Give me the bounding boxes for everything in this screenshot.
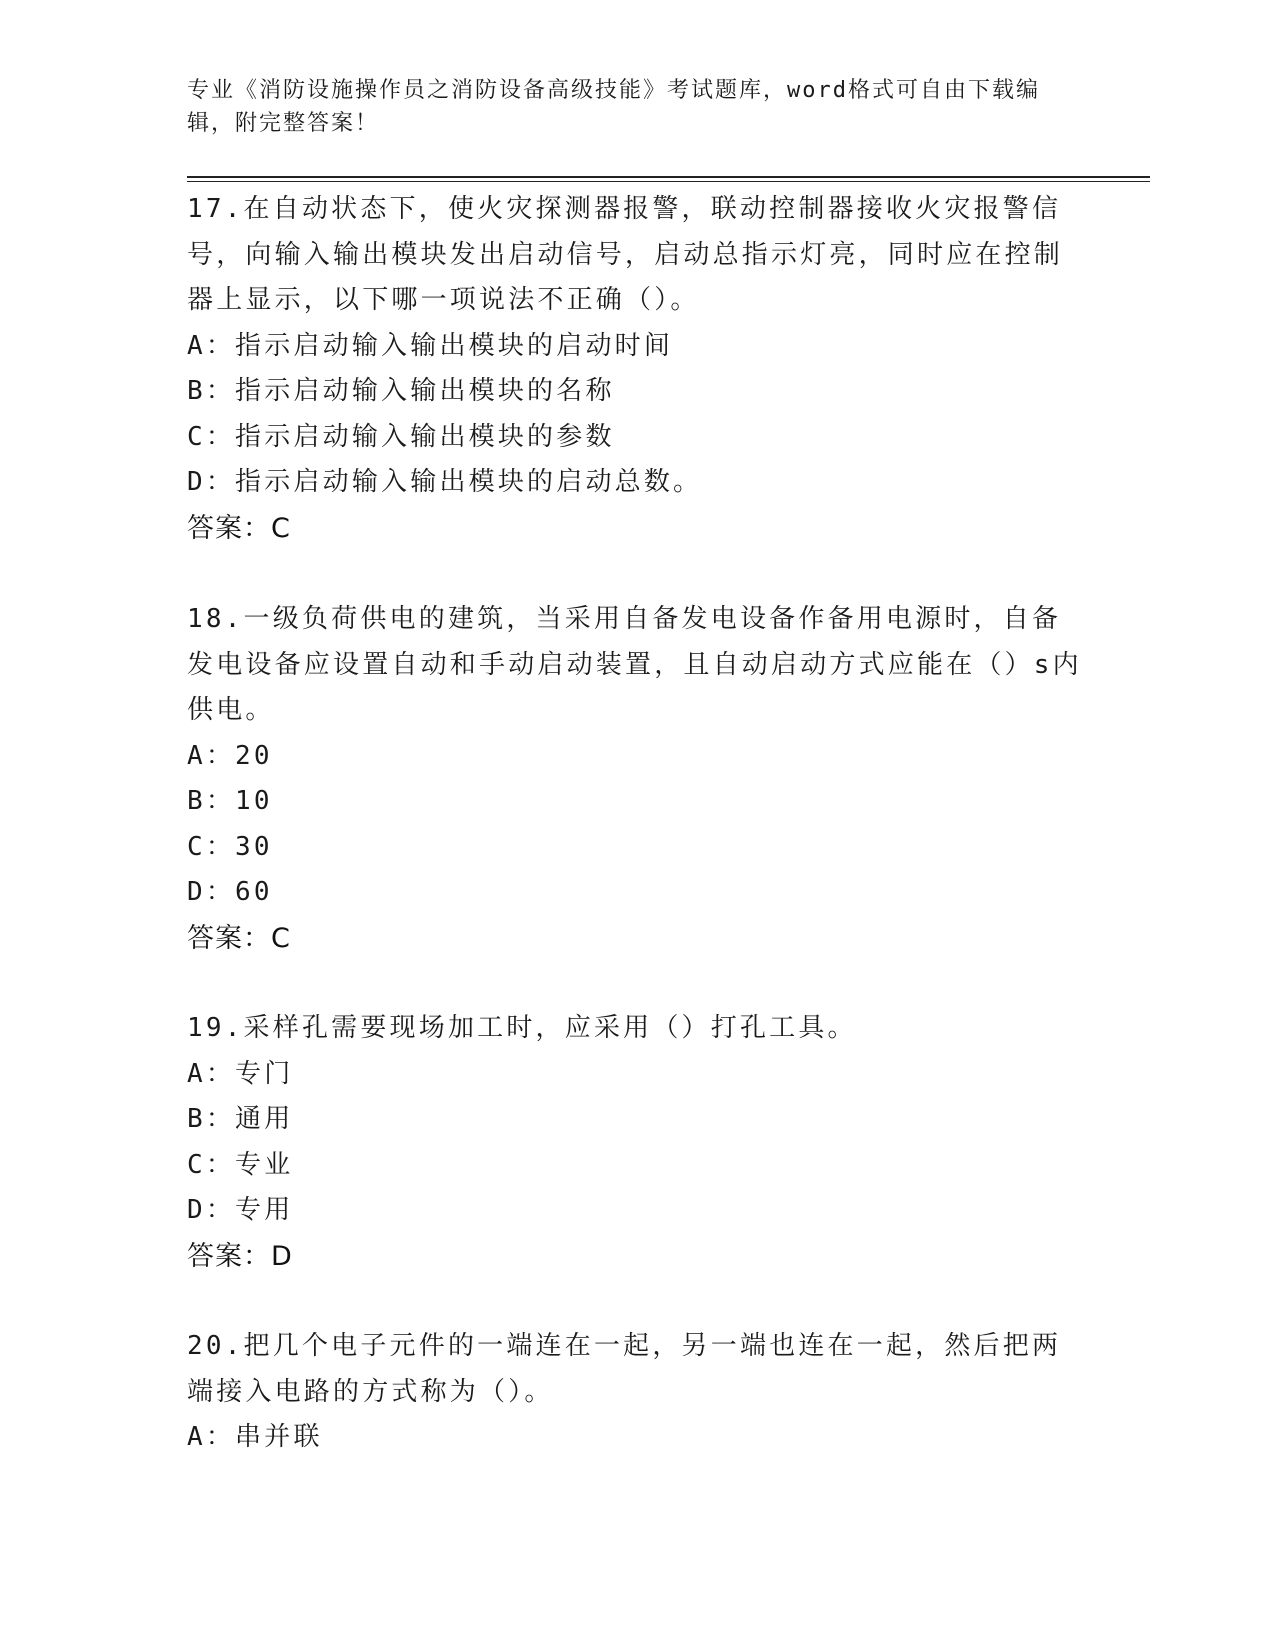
option-c: C：30 [187,831,273,862]
option-a: A：串并联 [187,1422,323,1452]
option-c: C：指示启动输入输出模块的参数 [187,421,615,452]
question-text: 17.在自动状态下，使火灾探测器报警，联动控制器接收火灾报警信号，向输入输出模块发出启动信号，启动总指示灯亮，同时应在控制器上显示，以下哪一项说法不正确（）。 [187,194,1064,315]
header-divider-thin [187,181,1150,182]
option-a: A：专门 [187,1058,294,1089]
answer: 答案：C [187,922,291,954]
option-a: A：指示启动输入输出模块的启动时间 [187,330,674,361]
option-d: D：专用 [187,1195,294,1225]
option-d: D：指示启动输入输出模块的启动总数。 [187,467,703,497]
question-17 [187,187,1087,551]
document-header: 专业《消防设施操作员之消防设备高级技能》考试题库，word格式可自由下载编辑，附完整答案！ [187,78,1040,136]
question-20 [187,1324,1087,1461]
answer: 答案：D [187,1240,293,1272]
question-text: 20.把几个电子元件的一端连在一起，另一端也连在一起，然后把两端接入电路的方式称为（）。 [187,1331,1062,1407]
header-divider-thick [187,176,1150,178]
question-text: 19.采样孔需要现场加工时，应采用（）打孔工具。 [187,1013,857,1043]
question-text: 18.一级负荷供电的建筑，当采用自备发电设备作备用电源时，自备发电设备应设置自动和手动启动装置，且自动启动方式应能在（）s内供电。 [187,604,1082,725]
option-b: B：10 [187,786,273,816]
option-a: A：20 [187,740,273,771]
option-c: C：专业 [187,1149,294,1180]
option-d: D：60 [187,877,273,907]
option-b: B：指示启动输入输出模块的名称 [187,376,615,406]
question-18 [187,597,1087,961]
answer: 答案：C [187,512,291,544]
question-19 [187,1006,1087,1279]
option-b: B：通用 [187,1104,294,1134]
